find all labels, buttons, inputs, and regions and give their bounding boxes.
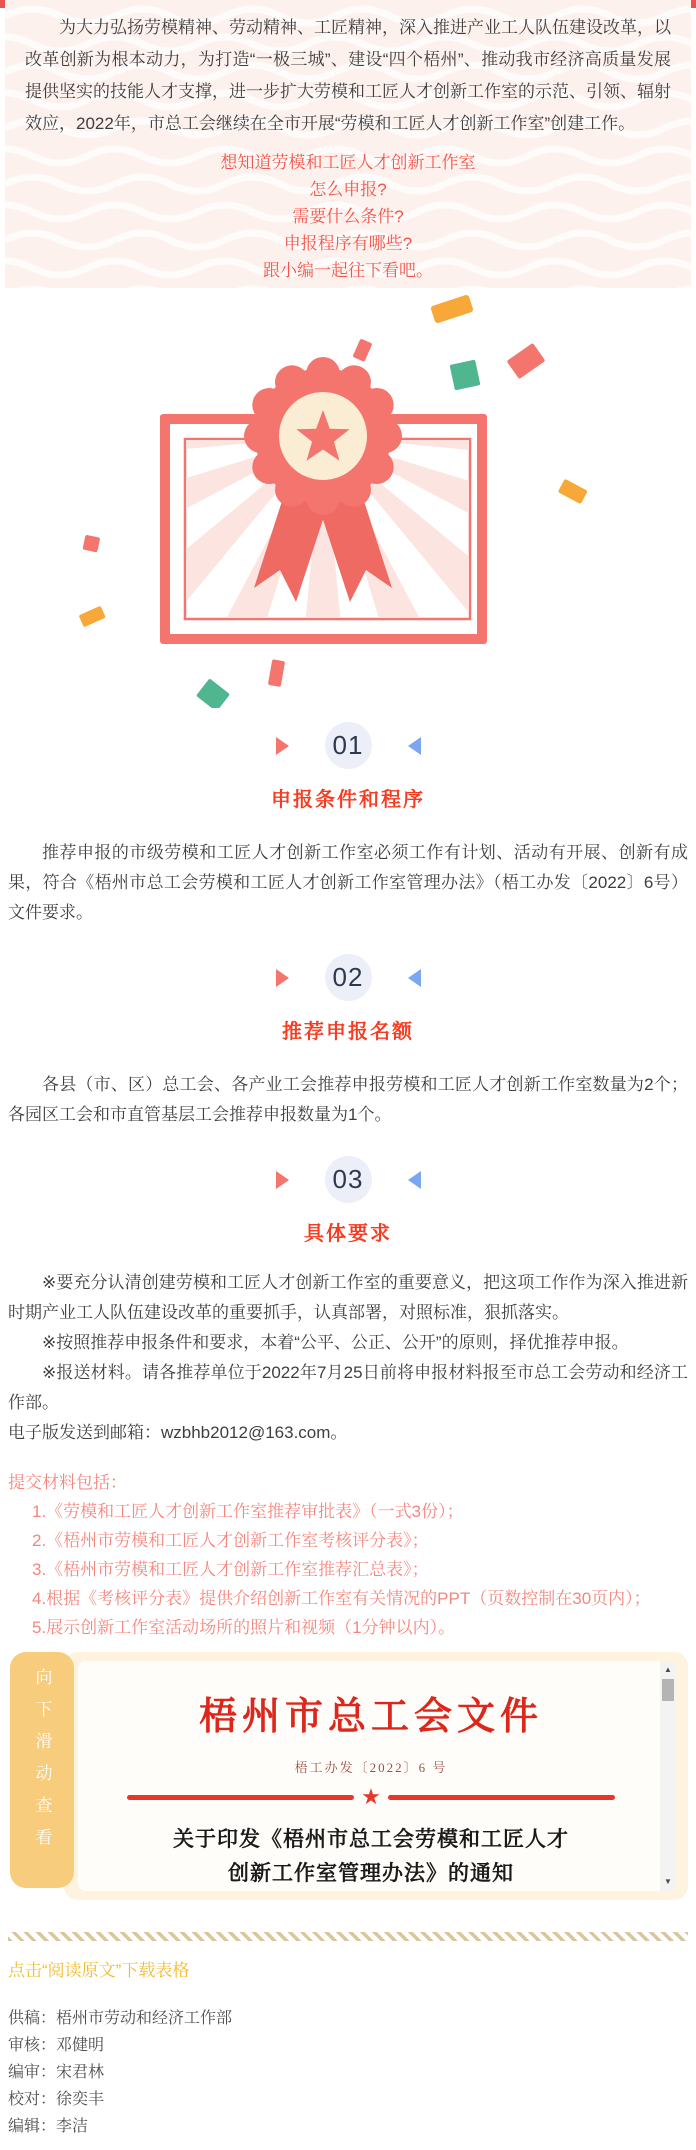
notice-line-1: 关于印发《梧州市总工会劳模和工匠人才	[173, 1827, 569, 1851]
document-scroll-area[interactable]	[78, 1661, 676, 1891]
credit-line: 供稿：梧州市劳动和经济工作部	[8, 2010, 233, 2027]
document-viewer	[8, 1652, 688, 1902]
blue-triangle-icon	[408, 737, 421, 755]
rule-segment	[388, 1795, 615, 1800]
intro-content	[5, 0, 691, 284]
credit-line: 校对：徐奕丰	[8, 2091, 105, 2108]
document-content	[78, 1661, 676, 1890]
section-paragraph: ※按照推荐申报条件和要求，本着“公平、公正、公开”的原则，择优推荐申报。	[42, 1333, 629, 1352]
document-title: 梧州市总工会文件	[198, 1696, 543, 1738]
download-hint: 点击“阅读原文”下载表格	[8, 1961, 190, 1980]
section-title: 申报条件和程序	[271, 789, 425, 811]
red-triangle-icon	[276, 969, 289, 987]
credit-line: 审核：邓健明	[8, 2037, 105, 2054]
scroll-down-icon[interactable]: ▼	[664, 1877, 672, 1886]
section-number-badge: 02	[325, 954, 372, 1001]
section-title: 推荐申报名额	[282, 1021, 414, 1043]
credit-line: 编审：宋君林	[8, 2064, 105, 2081]
rule-segment	[127, 1795, 354, 1800]
notice-line-2: 创新工作室管理办法》的通知	[228, 1861, 514, 1885]
materials-list	[8, 1468, 688, 1642]
section-marker-03	[0, 1156, 696, 1203]
teaser-line: 申报程序有哪些?	[283, 234, 413, 253]
blue-triangle-icon	[408, 1171, 421, 1189]
materials-item: 1.《劳模和工匠人才创新工作室推荐审批表》（一式3份）；	[32, 1502, 464, 1521]
email-line: 电子版发送到邮箱：wzbhb2012@163.com。	[8, 1423, 348, 1442]
intro-section	[5, 0, 691, 288]
section-marker-01	[0, 722, 696, 769]
teaser-line: 需要什么条件?	[292, 207, 404, 226]
section-number-badge: 03	[325, 1156, 372, 1203]
document-notice	[94, 1822, 648, 1890]
scroll-up-icon[interactable]: ▲	[664, 1665, 672, 1674]
section-paragraph: 各县（市、区）总工会、各产业工会推荐申报劳模和工匠人才创新工作室数量为2个；各园区工会和市直管基层工会推荐申报数量为1个。	[8, 1075, 688, 1124]
teaser-line: 怎么申报?	[309, 180, 387, 199]
blue-triangle-icon	[408, 969, 421, 987]
materials-item: 2.《梧州市劳模和工匠人才创新工作室考核评分表》；	[32, 1531, 429, 1550]
section-paragraph: 推荐申报的市级劳模和工匠人才创新工作室必须工作有计划、活动有开展、创新有成果，符合《梧州市总工会劳模和工匠人才创新工作室管理办法》（梧工办发〔2022〕6号）文件要求。	[8, 843, 688, 922]
credits-block	[8, 2005, 688, 2140]
scroll-hint-tab	[10, 1652, 74, 1888]
section-number-badge: 01	[325, 722, 372, 769]
hatched-divider	[8, 1932, 688, 1941]
section-marker-02	[0, 954, 696, 1001]
section-paragraph: ※报送材料。请各推荐单位于2022年7月25日前将申报材料报至市总工会劳动和经济工作部。	[8, 1363, 688, 1412]
teaser-line: 想知道劳模和工匠人才创新工作室	[220, 153, 476, 172]
document-rule	[127, 1786, 615, 1808]
scrollbar[interactable]	[660, 1661, 676, 1891]
scrollbar-thumb[interactable]	[662, 1679, 674, 1701]
section-title: 具体要求	[304, 1223, 392, 1245]
teaser-block	[25, 149, 671, 284]
teaser-line: 跟小编一起往下看吧。	[263, 261, 433, 280]
intro-paragraph: 为大力弘扬劳模精神、劳动精神、工匠精神，深入推进产业工人队伍建设改革，以改革创新为根本动力，为打造“一极三城”、建设“四个梧州”、推动我市经济高质量发展提供坚实的技能人才支撑，进一步扩大劳模和工匠人才创新工作室的示范、引领、辐射效应，2022年，市总工会继续在全市开展“劳模和工匠人才创新工作室”创建工作。	[25, 18, 671, 133]
red-triangle-icon	[276, 737, 289, 755]
materials-item: 3.《梧州市劳模和工匠人才创新工作室推荐汇总表》；	[32, 1560, 429, 1579]
materials-heading: 提交材料包括：	[8, 1473, 127, 1492]
materials-item: 5.展示创新工作室活动场所的照片和视频（1分钟以内）。	[32, 1618, 456, 1637]
star-icon: ★	[361, 1784, 381, 1809]
red-triangle-icon	[276, 1171, 289, 1189]
section-paragraph: ※要充分认清创建劳模和工匠人才创新工作室的重要意义，把这项工作作为深入推进新时期产业工人队伍建设改革的重要抓手，认真部署，对照标准，狠抓落实。	[8, 1273, 688, 1322]
materials-item: 4.根据《考核评分表》提供介绍创新工作室有关情况的PPT（页数控制在30页内）；	[32, 1589, 651, 1608]
credit-line: 编辑：李洁	[8, 2118, 89, 2135]
document-number: 梧工办发〔2022〕6 号	[294, 1760, 448, 1775]
scroll-hint-text: 向下滑动查看	[32, 1668, 52, 1860]
award-certificate-illustration	[0, 288, 696, 708]
